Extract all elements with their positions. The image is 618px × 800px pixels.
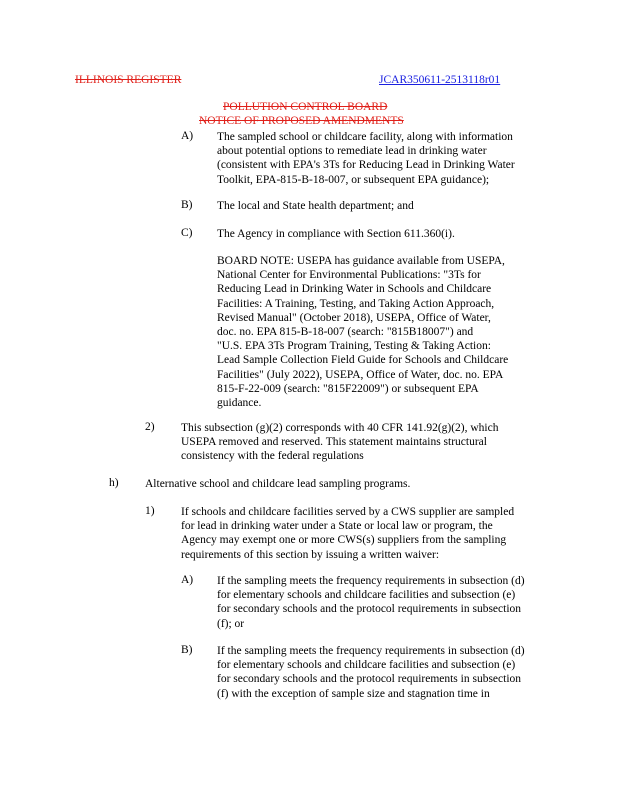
board-note-line: Revised Manual" (October 2018), USEPA, Office of Water, (217, 311, 491, 324)
item-2-label: 2) (145, 421, 155, 433)
item-2-line: This subsection (g)(2) corresponds with 40 CFR 141.92(g)(2), which (181, 422, 499, 434)
item-2-text (181, 421, 561, 464)
board-note-line: Facilities" (July 2022), USEPA, Office of Water, doc. no. EPA (217, 368, 504, 381)
item-a-label: A) (181, 130, 194, 142)
item-1-label: 1) (145, 505, 155, 517)
item-c-text: The Agency in compliance with Section 611.360(i). (217, 228, 455, 240)
board-note-line: National Center for Environmental Publications: "3Ts for (217, 269, 481, 282)
item-a-line: The sampled school or childcare facility, along with information (217, 131, 513, 143)
subsection-h-heading: Alternative school and childcare lead sampling programs. (145, 478, 411, 490)
item-h-a-line: for secondary schools and the protocol requirements in subsection (217, 603, 522, 616)
item-b-label: B) (181, 199, 193, 211)
agency-title: POLLUTION CONTROL BOARD (223, 101, 388, 113)
board-note-line: BOARD NOTE: USEPA has guidance available from USEPA, (217, 255, 505, 267)
subsection-h-label: h) (109, 477, 119, 489)
item-h-a-line: for elementary schools and childcare facilities and subsection (e) (217, 589, 516, 602)
board-note-line: Reducing Lead in Drinking Water in Schools and Childcare (217, 283, 492, 296)
item-h-b-line: for elementary schools and childcare facilities and subsection (e) (217, 659, 516, 672)
item-c-label: C) (181, 227, 193, 239)
item-2-line: consistency with the federal regulations (181, 450, 364, 463)
item-h-b-text (217, 644, 567, 701)
item-h-a-line: If the sampling meets the frequency requirements in subsection (d) (217, 575, 525, 587)
item-h-a-text (217, 574, 567, 631)
item-1-line: Agency may exempt one or more CWS(s) suppliers from the sampling (181, 534, 507, 547)
document-code: JCAR350611-2513118r01 (379, 74, 501, 86)
item-h-b-line: If the sampling meets the frequency requirements in subsection (d) (217, 645, 525, 657)
register-header: ILLINOIS REGISTER (75, 74, 182, 86)
item-1-line: If schools and childcare facilities served by a CWS supplier are sampled (181, 506, 515, 518)
item-2-line: USEPA removed and reserved. This statement maintains structural (181, 436, 487, 449)
item-a-line: Toolkit, EPA-815-B-18-007, or subsequent EPA guidance); (217, 173, 490, 186)
item-1-text (181, 505, 566, 562)
board-note (217, 254, 567, 410)
board-note-line: Facilities: A Training, Testing, and Taking Action Approach, (217, 297, 495, 310)
item-h-a-line: (f); or (217, 617, 245, 630)
item-h-b-line: (f) with the exception of sample size and stagnation time in (217, 687, 490, 700)
board-note-line: doc. no. EPA 815-B-18-007 (search: "815B18007") and (217, 326, 474, 339)
item-h-b-label: B) (181, 644, 193, 656)
item-1-line: requirements of this section by issuing a written waiver: (181, 548, 440, 561)
board-note-line: Lead Sample Collection Field Guide for Schools and Childcare (217, 354, 509, 367)
item-a-line: about potential options to remediate lead in drinking water (217, 145, 487, 158)
item-h-b-line: for secondary schools and the protocol requirements in subsection (217, 673, 522, 686)
item-a-line: (consistent with EPA's 3Ts for Reducing Lead in Drinking Water (217, 159, 515, 172)
board-note-line: guidance. (217, 397, 262, 410)
notice-title: NOTICE OF PROPOSED AMENDMENTS (199, 115, 404, 127)
item-a-text (217, 130, 557, 187)
item-h-a-label: A) (181, 574, 194, 586)
board-note-line: "U.S. EPA 3Ts Program Training, Testing & Taking Action: (217, 340, 491, 353)
item-1-line: for lead in drinking water under a State or local law or program, the (181, 520, 493, 533)
item-b-text: The local and State health department; and (217, 200, 414, 212)
board-note-line: 815-F-22-009 (search: "815F22009") or subsequent EPA (217, 382, 479, 395)
